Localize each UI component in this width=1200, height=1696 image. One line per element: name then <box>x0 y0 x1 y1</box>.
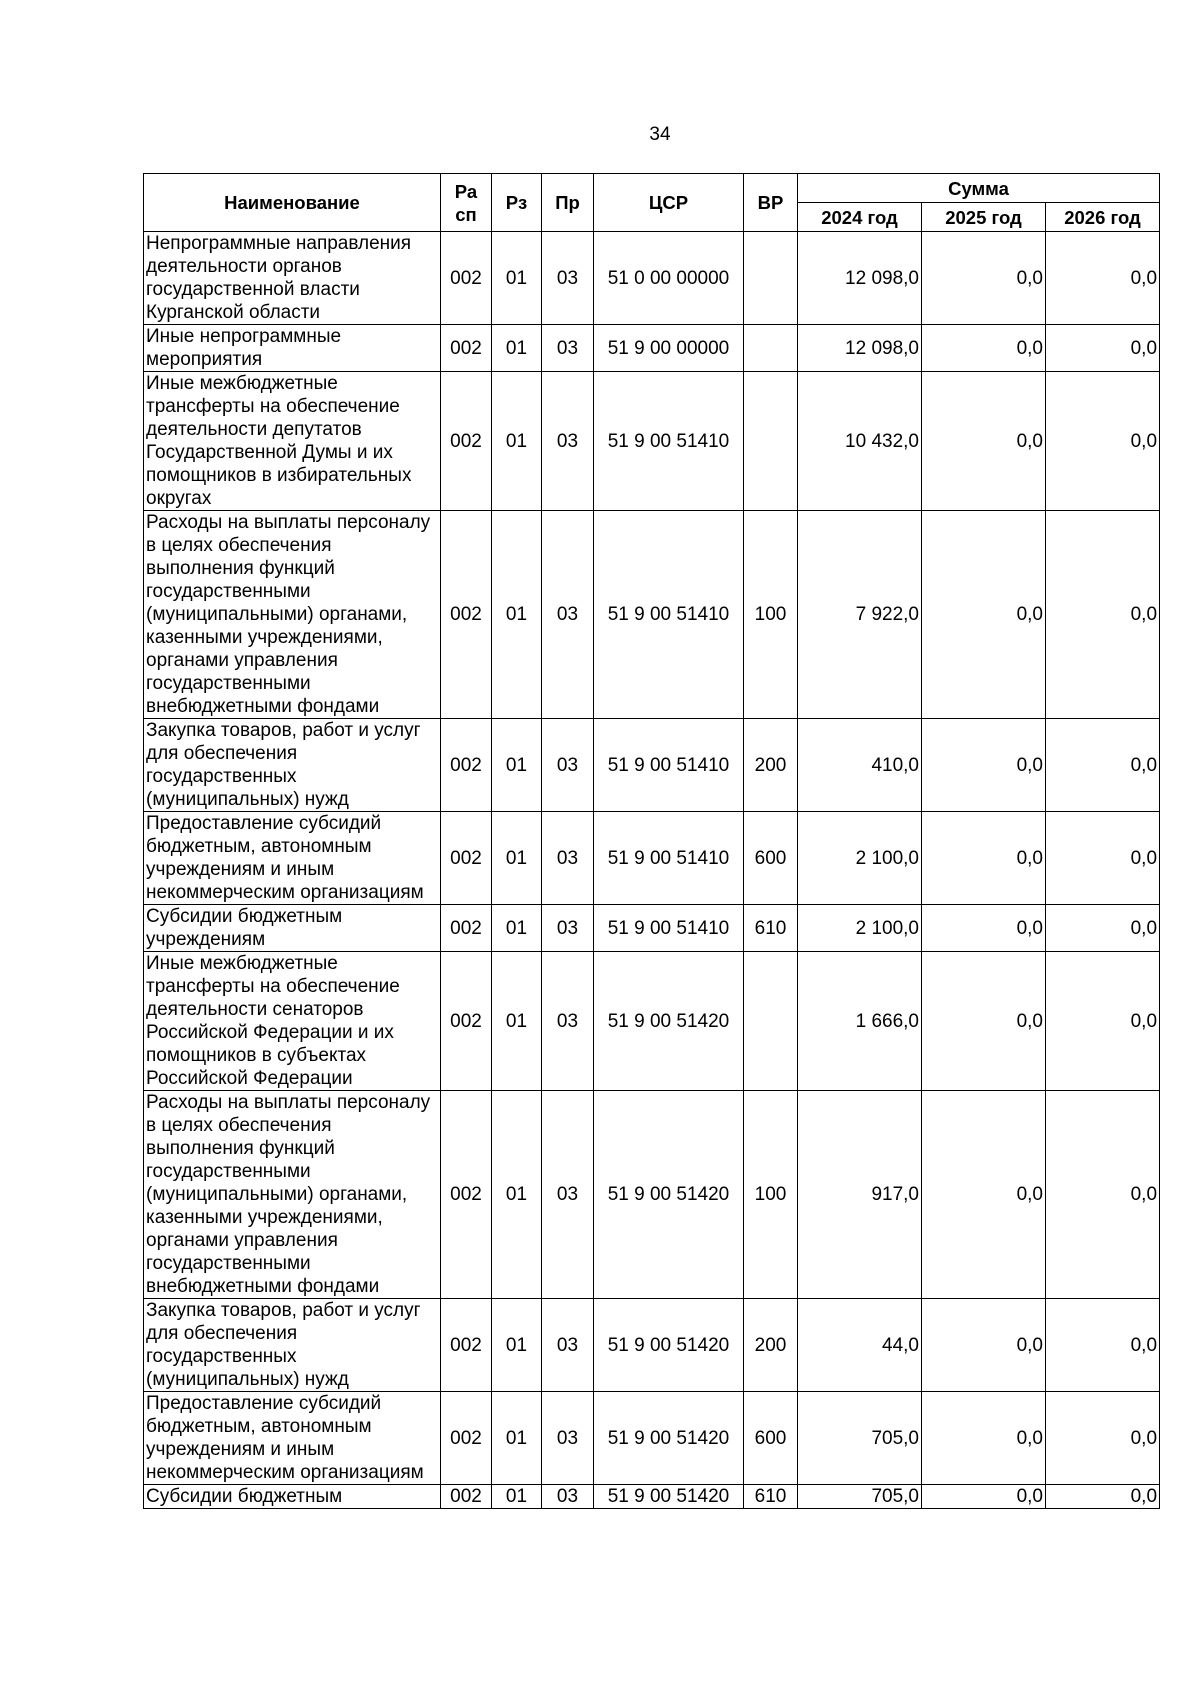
row-name: Расходы на выплаты персоналу в целях обеспечения выполнения функций государственными (муниципальными) органами, казенными учреждениями, органами управления государственными внебюджетными фондами <box>144 511 441 719</box>
row-sum-2024: 7 922,0 <box>798 511 922 719</box>
row-pr: 03 <box>542 1299 594 1392</box>
row-rasp: 002 <box>441 952 492 1091</box>
page-number: 34 <box>649 124 671 145</box>
row-vr: 100 <box>744 1091 798 1299</box>
row-sum-2024: 705,0 <box>798 1485 922 1509</box>
row-rz: 01 <box>492 1485 542 1509</box>
header-name: Наименование <box>144 174 441 232</box>
table-row <box>144 1392 1160 1485</box>
row-csr: 51 9 00 51420 <box>594 1392 744 1485</box>
row-csr: 51 9 00 00000 <box>594 325 744 372</box>
row-rz: 01 <box>492 511 542 719</box>
row-pr: 03 <box>542 511 594 719</box>
table-row <box>144 905 1160 952</box>
row-vr: 600 <box>744 1392 798 1485</box>
row-sum-2025: 0,0 <box>922 719 1046 812</box>
row-sum-2025: 0,0 <box>922 511 1046 719</box>
row-rasp: 002 <box>441 1299 492 1392</box>
row-name: Расходы на выплаты персоналу в целях обеспечения выполнения функций государственными (муниципальными) органами, казенными учреждениями, органами управления государственными внебюджетными фондами <box>144 1091 441 1299</box>
row-sum-2026: 0,0 <box>1046 1485 1160 1509</box>
row-sum-2025: 0,0 <box>922 905 1046 952</box>
row-csr: 51 9 00 51410 <box>594 719 744 812</box>
row-sum-2025: 0,0 <box>922 372 1046 511</box>
row-name: Субсидии бюджетным <box>144 1485 441 1509</box>
row-csr: 51 9 00 51410 <box>594 511 744 719</box>
header-rasp: Ра сп <box>441 174 492 232</box>
row-vr: 100 <box>744 511 798 719</box>
row-rasp: 002 <box>441 1392 492 1485</box>
row-name: Закупка товаров, работ и услуг для обеспечения государственных (муниципальных) нужд <box>144 1299 441 1392</box>
row-vr <box>744 952 798 1091</box>
row-vr: 610 <box>744 1485 798 1509</box>
row-vr <box>744 372 798 511</box>
row-vr: 610 <box>744 905 798 952</box>
row-rasp: 002 <box>441 325 492 372</box>
row-sum-2026: 0,0 <box>1046 812 1160 905</box>
header-year-2025: 2025 год <box>922 203 1046 232</box>
row-vr: 600 <box>744 812 798 905</box>
budget-table <box>143 173 1160 1509</box>
table-row <box>144 1485 1160 1509</box>
row-sum-2026: 0,0 <box>1046 232 1160 325</box>
row-name: Предоставление субсидий бюджетным, автономным учреждениям и иным некоммерческим организациям <box>144 812 441 905</box>
row-csr: 51 9 00 51420 <box>594 952 744 1091</box>
row-pr: 03 <box>542 952 594 1091</box>
row-name: Предоставление субсидий бюджетным, автономным учреждениям и иным некоммерческим организациям <box>144 1392 441 1485</box>
row-csr: 51 9 00 51420 <box>594 1299 744 1392</box>
row-name: Непрограммные направления деятельности органов государственной власти Курганской области <box>144 232 441 325</box>
row-sum-2026: 0,0 <box>1046 372 1160 511</box>
row-sum-2025: 0,0 <box>922 1299 1046 1392</box>
row-sum-2025: 0,0 <box>922 325 1046 372</box>
row-rasp: 002 <box>441 719 492 812</box>
row-sum-2026: 0,0 <box>1046 1091 1160 1299</box>
row-sum-2026: 0,0 <box>1046 1299 1160 1392</box>
table-row <box>144 325 1160 372</box>
row-sum-2025: 0,0 <box>922 1392 1046 1485</box>
row-name: Иные межбюджетные трансферты на обеспечение деятельности депутатов Государственной Думы и их помощников в избирательных округах <box>144 372 441 511</box>
row-rz: 01 <box>492 1091 542 1299</box>
row-rz: 01 <box>492 232 542 325</box>
row-sum-2025: 0,0 <box>922 1091 1046 1299</box>
row-rz: 01 <box>492 905 542 952</box>
table-row <box>144 232 1160 325</box>
row-csr: 51 9 00 51420 <box>594 1485 744 1509</box>
header-year-2024: 2024 год <box>798 203 922 232</box>
row-sum-2024: 12 098,0 <box>798 232 922 325</box>
row-rasp: 002 <box>441 1091 492 1299</box>
row-sum-2025: 0,0 <box>922 952 1046 1091</box>
row-csr: 51 9 00 51410 <box>594 905 744 952</box>
row-rasp: 002 <box>441 511 492 719</box>
table-row <box>144 719 1160 812</box>
row-sum-2024: 2 100,0 <box>798 812 922 905</box>
row-rasp: 002 <box>441 1485 492 1509</box>
header-row <box>144 174 1160 203</box>
row-sum-2026: 0,0 <box>1046 905 1160 952</box>
row-vr <box>744 325 798 372</box>
row-pr: 03 <box>542 372 594 511</box>
row-sum-2026: 0,0 <box>1046 511 1160 719</box>
row-pr: 03 <box>542 719 594 812</box>
row-rz: 01 <box>492 1392 542 1485</box>
row-rasp: 002 <box>441 372 492 511</box>
row-rz: 01 <box>492 952 542 1091</box>
row-sum-2026: 0,0 <box>1046 1392 1160 1485</box>
table-row <box>144 372 1160 511</box>
header-vr: ВР <box>744 174 798 232</box>
row-pr: 03 <box>542 1485 594 1509</box>
row-sum-2026: 0,0 <box>1046 952 1160 1091</box>
row-csr: 51 9 00 51420 <box>594 1091 744 1299</box>
row-rz: 01 <box>492 1299 542 1392</box>
row-sum-2025: 0,0 <box>922 1485 1046 1509</box>
table-body <box>144 232 1160 1509</box>
header-rz: Рз <box>492 174 542 232</box>
row-sum-2024: 705,0 <box>798 1392 922 1485</box>
row-sum-2024: 12 098,0 <box>798 325 922 372</box>
row-pr: 03 <box>542 812 594 905</box>
row-csr: 51 0 00 00000 <box>594 232 744 325</box>
row-sum-2024: 2 100,0 <box>798 905 922 952</box>
row-rasp: 002 <box>441 232 492 325</box>
row-name: Закупка товаров, работ и услуг для обеспечения государственных (муниципальных) нужд <box>144 719 441 812</box>
row-rasp: 002 <box>441 812 492 905</box>
row-sum-2026: 0,0 <box>1046 325 1160 372</box>
row-name: Субсидии бюджетным учреждениям <box>144 905 441 952</box>
row-vr <box>744 232 798 325</box>
table-row <box>144 812 1160 905</box>
row-vr: 200 <box>744 719 798 812</box>
row-sum-2024: 917,0 <box>798 1091 922 1299</box>
row-vr: 200 <box>744 1299 798 1392</box>
row-name: Иные непрограммные мероприятия <box>144 325 441 372</box>
row-name: Иные межбюджетные трансферты на обеспечение деятельности сенаторов Российской Федерации и их помощников в субъектах Российской Федерации <box>144 952 441 1091</box>
table-row <box>144 952 1160 1091</box>
row-pr: 03 <box>542 325 594 372</box>
header-pr: Пр <box>542 174 594 232</box>
row-pr: 03 <box>542 1392 594 1485</box>
row-sum-2024: 1 666,0 <box>798 952 922 1091</box>
header-sum: Сумма <box>798 174 1160 203</box>
row-csr: 51 9 00 51410 <box>594 812 744 905</box>
header-csr: ЦСР <box>594 174 744 232</box>
row-sum-2025: 0,0 <box>922 232 1046 325</box>
row-pr: 03 <box>542 1091 594 1299</box>
row-sum-2024: 410,0 <box>798 719 922 812</box>
row-pr: 03 <box>542 232 594 325</box>
row-rz: 01 <box>492 372 542 511</box>
row-sum-2024: 44,0 <box>798 1299 922 1392</box>
row-rz: 01 <box>492 812 542 905</box>
table-row <box>144 1091 1160 1299</box>
table-row <box>144 511 1160 719</box>
row-rz: 01 <box>492 719 542 812</box>
row-rasp: 002 <box>441 905 492 952</box>
table-row <box>144 1299 1160 1392</box>
row-sum-2026: 0,0 <box>1046 719 1160 812</box>
row-rz: 01 <box>492 325 542 372</box>
row-pr: 03 <box>542 905 594 952</box>
row-sum-2025: 0,0 <box>922 812 1046 905</box>
row-sum-2024: 10 432,0 <box>798 372 922 511</box>
header-year-2026: 2026 год <box>1046 203 1160 232</box>
row-csr: 51 9 00 51410 <box>594 372 744 511</box>
